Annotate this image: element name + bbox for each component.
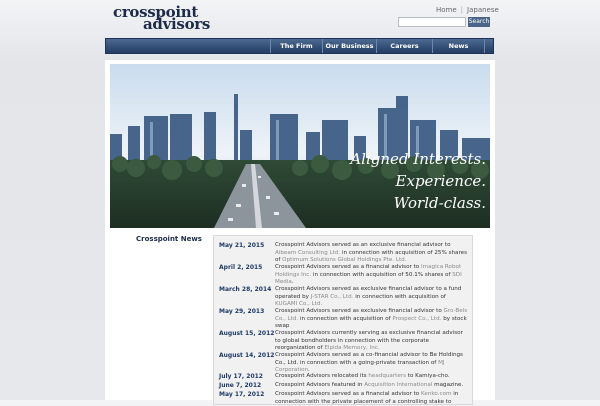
news-date: May 29, 2013 [219,308,265,315]
nav-careers[interactable]: Careers [376,39,432,53]
news-date: August 15, 2012 [219,330,275,337]
news-text [275,330,468,353]
news-link[interactable]: KUGAMI Co., Ltd. [275,301,323,308]
news-text-part: by stock swap [275,315,467,330]
news-text-part: Crosspoint Advisors served as an exclusive financial advisor to [275,242,451,248]
news-text-part: Crosspoint Advisors currently serving as exclusive financial advisor to global bondholders in connection with the corporate reorganization of [275,330,463,352]
japanese-link[interactable]: Japanese [467,6,499,14]
news-link[interactable]: SDI Media [275,271,462,286]
news-text [275,391,468,406]
hero-tagline-1: Aligned Interests. [350,150,486,168]
news-link[interactable]: Imagica Robot Holdings Inc. [275,264,462,278]
news-text-part: Crosspoint Advisors featured in [275,382,365,388]
nav-our-business[interactable]: Our Business [322,39,376,53]
news-heading: Crosspoint News [136,235,202,243]
news-text-part: to Kamiya-cho. [406,373,450,379]
news-text-part: in connection with the private placement of a controlling stake to [275,391,459,405]
news-text-part: in connection with acquisition of 25% shares of [275,249,468,264]
nav-news[interactable]: News [432,39,485,53]
news-date: May 21, 2015 [219,242,265,249]
search-button[interactable]: Search [468,18,490,25]
news-link[interactable]: Kenko.com [421,391,452,397]
news-link[interactable]: Optimum Solutions Global Holdings Pte. Ltd. [282,257,407,264]
hero-tagline-3: World-class. [393,194,486,212]
news-link[interactable]: Elpida Memory, Inc. [324,345,380,352]
news-text [275,242,468,265]
news-text [275,382,468,390]
news-text [275,308,468,331]
news-text [275,286,468,309]
news-text-part: . [308,367,310,374]
news-date: April 2, 2015 [219,264,263,271]
search-input[interactable] [398,17,466,27]
news-text-part: magazine. [432,382,464,388]
news-date: March 28, 2014 [219,286,272,293]
logo-line-1: crosspoint [113,3,198,21]
news-text-part: Crosspoint Advisors served as a financial advisor to [275,391,421,397]
news-date: July 17, 2012 [219,373,263,380]
news-date: August 14, 2012 [219,352,275,359]
nav-the-firm[interactable]: The Firm [270,39,322,53]
news-text-part: in connection with acquisition of [298,315,393,322]
hero-image [110,64,490,228]
news-link[interactable]: Gro-Bels Co., Ltd. [275,308,468,322]
news-text-part: Crosspoint Advisors served as exclusive financial advisor to a fund operated by [275,286,462,300]
news-link[interactable]: MJ Corporation [275,359,445,374]
news-link[interactable]: Prospect Co., Ltd. [392,315,442,322]
crosspoint-logo[interactable] [113,3,211,33]
top-links [436,6,499,14]
news-text [275,352,468,375]
news-text-part: Crosspoint Advisors served as a financial advisor to [275,264,421,270]
news-link[interactable]: headquarters [368,373,406,379]
main-nav [105,38,494,54]
link-separator: | [460,6,464,14]
news-text [275,264,468,287]
news-link[interactable]: J-STAR Co., Ltd. [310,293,354,300]
logo-line-2: advisors [143,15,211,33]
news-text-part: . [291,279,294,286]
news-link[interactable]: Albeam Consulting Ltd. [275,249,341,256]
tokyo-skyline-graphic [110,64,490,228]
news-text-part: in connection with acquisition of 50.1% shares of [311,271,453,278]
home-link[interactable]: Home [436,6,457,14]
news-date: June 7, 2012 [219,382,262,389]
news-list [213,235,473,405]
news-text-part: Crosspoint Advisors served as a co-financial advisor to Be Holdings Co., Ltd. in connection with a going-private transaction of [275,352,463,366]
news-text-part: Crosspoint Advisors relocated its [275,373,369,379]
hero-tagline-2: Experience. [395,172,486,190]
news-link[interactable]: Acquisition International [364,382,433,388]
news-text [275,373,468,381]
news-date: May 17, 2012 [219,391,265,398]
news-text-part: Crosspoint Advisors served as exclusive financial advisor to [275,308,444,314]
news-text-part: in connection with acquisition of [353,293,446,300]
